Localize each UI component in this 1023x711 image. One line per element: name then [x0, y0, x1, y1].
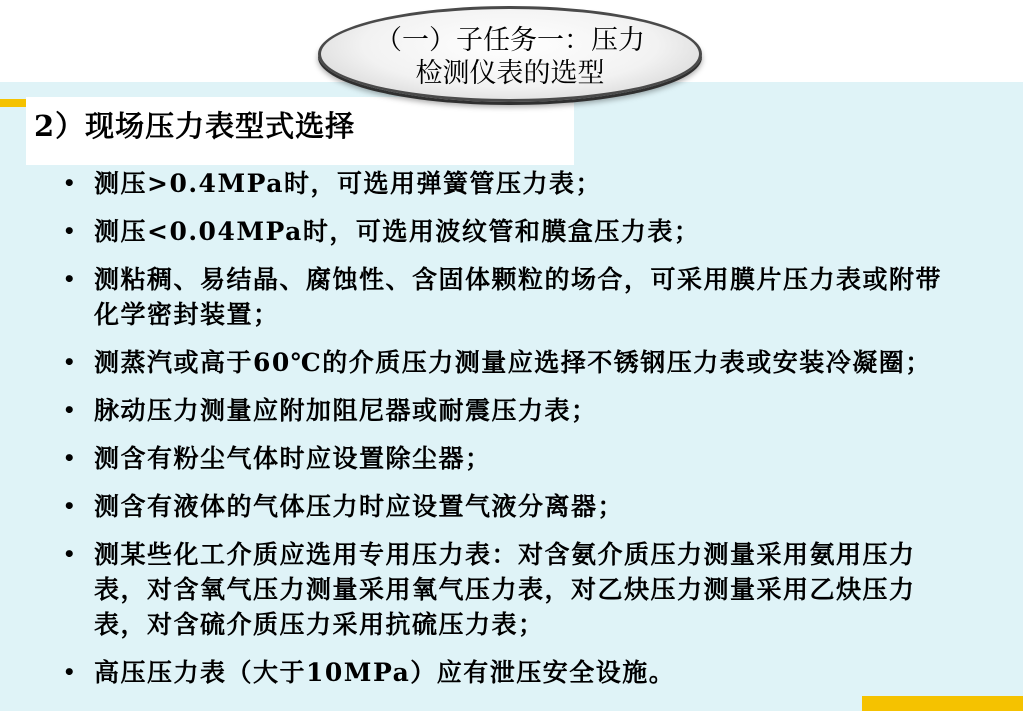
bullet-item	[60, 345, 960, 380]
accent-stripe-left	[0, 99, 26, 107]
bullet-dot: •	[62, 350, 78, 374]
bullet-item	[60, 214, 960, 249]
bullet-dot: •	[62, 660, 78, 684]
slide-title	[318, 24, 702, 90]
bullet-text: 测压>0.4MPa时，可选用弹簧管压力表；	[94, 169, 602, 198]
bullet-dot: •	[62, 398, 78, 422]
bullet-text: 测含有液体的气体压力时应设置气液分离器；	[94, 492, 625, 521]
bullet-text: 高压压力表（大于10MPa）应有泄压安全设施。	[94, 658, 676, 687]
bullet-text: 测粘稠、易结晶、腐蚀性、含固体颗粒的场合，可采用膜片压力表或附带化学密封装置；	[94, 265, 943, 329]
bullet-text: 测含有粉尘气体时应设置除尘器；	[94, 444, 492, 473]
bullet-item	[60, 393, 960, 428]
bullet-dot: •	[62, 494, 78, 518]
bullet-item	[60, 262, 960, 332]
bullet-text: 脉动压力测量应附加阻尼器或耐震压力表；	[94, 396, 598, 425]
bullet-item	[60, 655, 960, 690]
bullet-dot: •	[62, 542, 78, 566]
bullet-dot: •	[62, 446, 78, 470]
bullet-text: 测蒸汽或高于60℃的介质压力测量应选择不锈钢压力表或安装冷凝圈；	[94, 348, 932, 377]
title-line-2: 检测仪表的选型	[415, 58, 605, 89]
bullet-item	[60, 441, 960, 476]
bullet-dot: •	[62, 219, 78, 243]
bullet-dot: •	[62, 267, 78, 291]
title-line-1: （一）子任务一：压力	[375, 25, 645, 56]
bullet-dot: •	[62, 171, 78, 195]
bullet-item	[60, 537, 960, 642]
section-subtitle: 2）现场压力表型式选择	[34, 109, 356, 143]
bullet-item	[60, 166, 960, 201]
bullet-text: 测压<0.04MPa时，可选用波纹管和膜盒压力表；	[94, 217, 701, 246]
bullet-item	[60, 489, 960, 524]
bullet-text: 测某些化工介质应选用专用压力表：对含氨介质压力测量采用氨用压力表，对含氧气压力测量采用氧气压力表，对乙炔压力测量采用乙炔压力表，对含硫介质压力采用抗硫压力表；	[94, 540, 916, 639]
bullet-list	[60, 166, 960, 703]
